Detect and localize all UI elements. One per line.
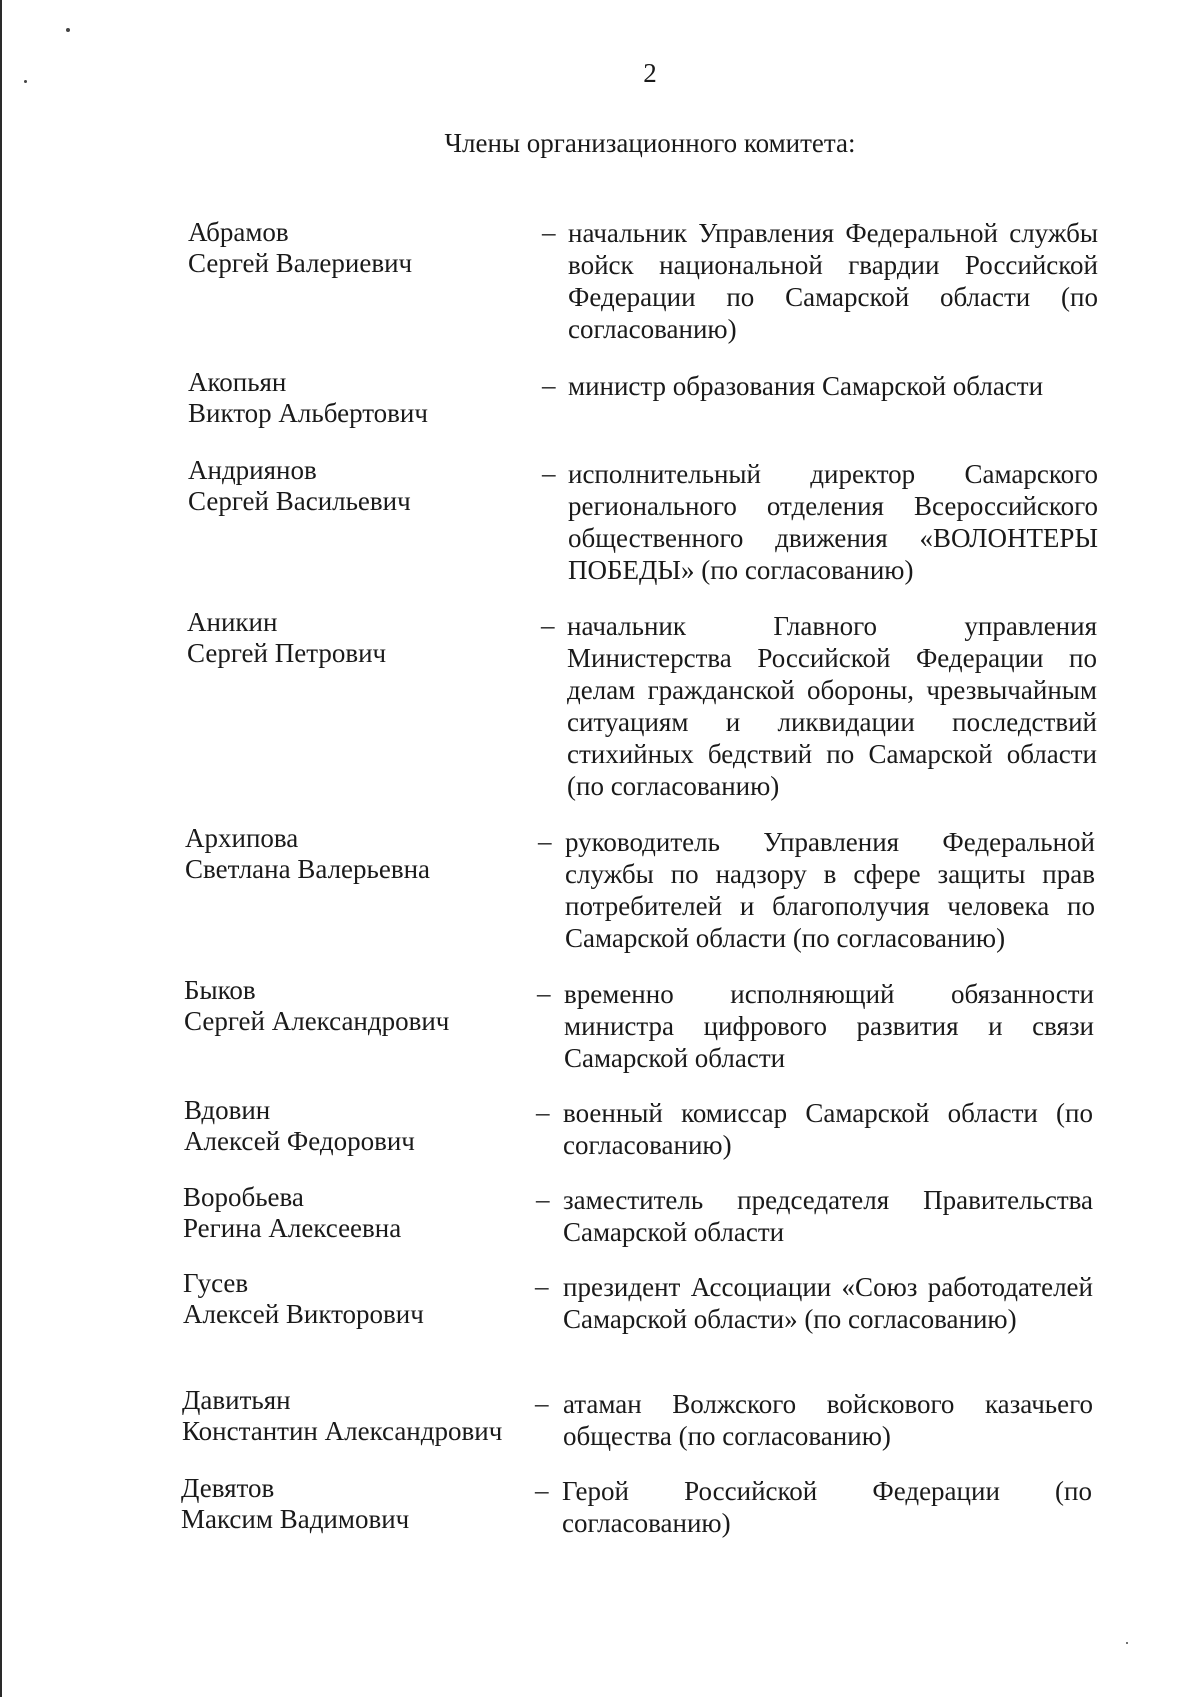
member-dash: –: [535, 1388, 549, 1418]
page-title: Члены организационного комитета:: [444, 128, 856, 158]
member-role: президент Ассоциации «Союз работодателей Самарской области» (по согласованию): [563, 1272, 1093, 1334]
member-role: атаман Волжского войскового казачьего общества (по согласованию): [563, 1389, 1093, 1451]
member-role: министр образования Самарской области: [568, 371, 1044, 401]
member-name: Гусев Алексей Викторович: [183, 1268, 424, 1329]
member-role: начальник Главного управления Министерства Российской Федерации по делам гражданской обороны, чрезвычайным ситуациям и ликвидации последствий стихийных бедствий по Самарской области (по согласованию): [567, 611, 1097, 801]
member-name: Вдовин Алексей Федорович: [184, 1095, 415, 1156]
member-role: временно исполняющий обязанности министра цифрового развития и связи Самарской области: [564, 979, 1094, 1073]
member-role: заместитель председателя Правительства Самарской области: [563, 1185, 1093, 1247]
member-name: Быков Сергей Александрович: [184, 975, 450, 1036]
member-dash: –: [536, 1184, 550, 1214]
member-name: Девятов Максим Вадимович: [181, 1473, 410, 1534]
member-dash: –: [535, 1475, 549, 1505]
member-name: Давитьян Константин Александрович: [182, 1385, 503, 1446]
member-dash: –: [542, 217, 556, 247]
member-name: Архипова Светлана Валерьевна: [185, 823, 431, 884]
member-role: военный комиссар Самарской области (по согласованию): [563, 1098, 1093, 1160]
member-dash: –: [537, 978, 551, 1008]
member-name: Воробьева Регина Алексеевна: [183, 1182, 402, 1243]
page-number: 2: [643, 58, 657, 88]
member-dash: –: [538, 826, 552, 856]
member-role: Герой Российской Федерации (по согласованию): [562, 1476, 1092, 1538]
member-name: Андриянов Сергей Васильевич: [188, 455, 411, 516]
member-role: руководитель Управления Федеральной службы по надзору в сфере защиты прав потребителей и благополучия человека по Самарской области (по согласованию): [565, 827, 1095, 953]
member-dash: –: [535, 1271, 549, 1301]
member-role: начальник Управления Федеральной службы войск национальной гвардии Российской Федерации по Самарской области (по согласованию): [568, 218, 1098, 344]
member-name: Аникин Сергей Петрович: [187, 607, 387, 668]
member-name: Акопьян Виктор Альбертович: [188, 367, 428, 428]
member-dash: –: [542, 458, 556, 488]
member-role: исполнительный директор Самарского регионального отделения Всероссийского общественного движения «ВОЛОНТЕРЫ ПОБЕДЫ» (по согласованию): [568, 459, 1098, 585]
member-name: Абрамов Сергей Валериевич: [188, 217, 413, 278]
member-dash: –: [542, 370, 556, 400]
member-dash: –: [541, 610, 555, 640]
member-dash: –: [536, 1097, 550, 1127]
